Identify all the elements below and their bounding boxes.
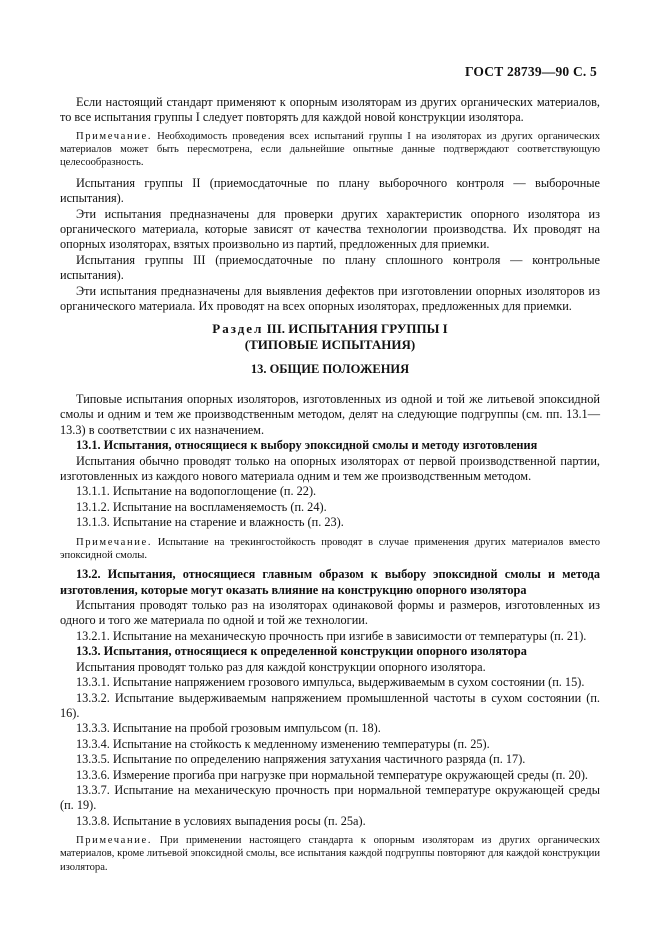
page-header: ГОСТ 28739—90 С. 5 <box>464 64 597 79</box>
clause-heading: 13.1. Испытания, относящиеся к выбору эпоксидной смолы и методу изготовления <box>76 438 538 453</box>
note-label: Примечание. <box>76 835 153 847</box>
list-item: 13.1.2. Испытание на воспламеняемость (п. 24). <box>76 499 327 514</box>
note <box>60 130 600 170</box>
list-item: 13.3.4. Испытание на стойкость к медленному изменению температуры (п. 25). <box>76 736 490 751</box>
paragraph: Типовые испытания опорных изоляторов, изготовленных из одной и той же литьевой эпоксидной смолы и одним и тем же производственным методом, делят на следующие подгруппы (см. пп. 13.1—13.3) в соответствии с их назначением. <box>60 392 600 437</box>
intro-block <box>60 95 600 314</box>
body-block <box>60 392 600 874</box>
section-title <box>60 321 600 353</box>
list-item: 13.1.3. Испытание на старение и влажность (п. 23). <box>76 515 344 530</box>
list-item: 13.3.3. Испытание на пробой грозовым импульсом (п. 18). <box>76 721 381 736</box>
note-text: Необходимость проведения всех испытаний группы I на изоляторах из других органических материалов может быть пересмотрена, если дальнейшие опытные данные подтверждают соответствующую целесообразность. <box>60 130 600 169</box>
list-item: 13.3.2. Испытание выдерживаемым напряжением промышленной частоты в сухом состоянии (п. 16). <box>60 690 600 720</box>
list-item: 13.3.8. Испытание в условиях выпадения росы (п. 25а). <box>76 813 366 828</box>
note-text: Испытание на трекингостойкость проводят в случае применения других материалов вместо эпоксидной смолы. <box>60 536 600 561</box>
paragraph: Эти испытания предназначены для проверки других характеристик опорного изолятора из органического материала, которые зависят от качества технологии производства. Их проводят на опорных изоляторах, взятых произвольно из партий, предложенных для приемки. <box>60 206 600 252</box>
paragraph: Если настоящий стандарт применяют к опорным изоляторам из других органических материалов, то все испытания группы I следует повторять для каждой новой конструкции изолятора. <box>60 95 600 125</box>
list-item: 13.1.1. Испытание на водопоглощение (п. 22). <box>76 484 317 499</box>
paragraph: Испытания группы III (приемосдаточные по плану сплошного контроля — контрольные испытания). <box>60 252 600 283</box>
section-prefix: Раздел <box>212 321 264 336</box>
section-title-line2: (ТИПОВЫЕ ИСПЫТАНИЯ) <box>244 337 416 352</box>
paragraph: Испытания группы II (приемосдаточные по плану выборочного контроля — выборочные испытания). <box>60 175 600 206</box>
list-item: 13.3.1. Испытание напряжением грозового импульса, выдерживаемым в сухом состоянии (п. 15). <box>76 675 585 690</box>
note-text: При применении настоящего стандарта к опорным изоляторам из других органических материалов, кроме литьевой эпоксидной смолы, все испытания каждой подгруппы повторяют для каждой конструкции изолятора. <box>60 835 600 873</box>
list-item: 13.2.1. Испытание на механическую прочность при изгибе в зависимости от температуры (п. 21). <box>76 628 587 643</box>
note-label: Примечание. <box>76 130 153 142</box>
paragraph: Испытания обычно проводят только на опорных изоляторах от первой производственной партии, изготовленных из каждого нового материала одним и тем же производственным методом. <box>60 453 600 484</box>
paragraph: Эти испытания предназначены для выявления дефектов при изготовлении опорных изоляторов из органического материала. Их проводят на всех опорных изоляторах, предложенных для приемки. <box>60 283 600 313</box>
clause-heading: 13.3. Испытания, относящиеся к определенной конструкции опорного изолятора <box>76 644 527 659</box>
list-item: 13.3.6. Измерение прогиба при нагрузке при нормальной температуре окружающей среды (п. 20). <box>76 767 588 782</box>
note-label: Примечание. <box>76 536 153 548</box>
note <box>60 536 600 563</box>
subsection-title: 13. ОБЩИЕ ПОЛОЖЕНИЯ <box>250 362 410 376</box>
paragraph: Испытания проводят только раз для каждой конструкции опорного изолятора. <box>76 659 486 674</box>
list-item: 13.3.5. Испытание по определению напряжения затухания частичного разряда (п. 17). <box>76 752 526 767</box>
clause-heading: 13.2. Испытания, относящиеся главным образом к выбору эпоксидной смолы и метода изготовления, которые могут оказать влияние на конструкцию опорного изолятора <box>60 567 600 597</box>
paragraph: Испытания проводят только раз на изоляторах одинаковой формы и размеров, изготовленных из одного и того же материала по одной и той же технологии. <box>60 598 600 628</box>
note <box>60 834 600 874</box>
section-title-line1: III. ИСПЫТАНИЯ ГРУППЫ I <box>263 321 448 336</box>
list-item: 13.3.7. Испытание на механическую прочность при нормальной температуре окружающей среды (п. 19). <box>60 782 600 813</box>
